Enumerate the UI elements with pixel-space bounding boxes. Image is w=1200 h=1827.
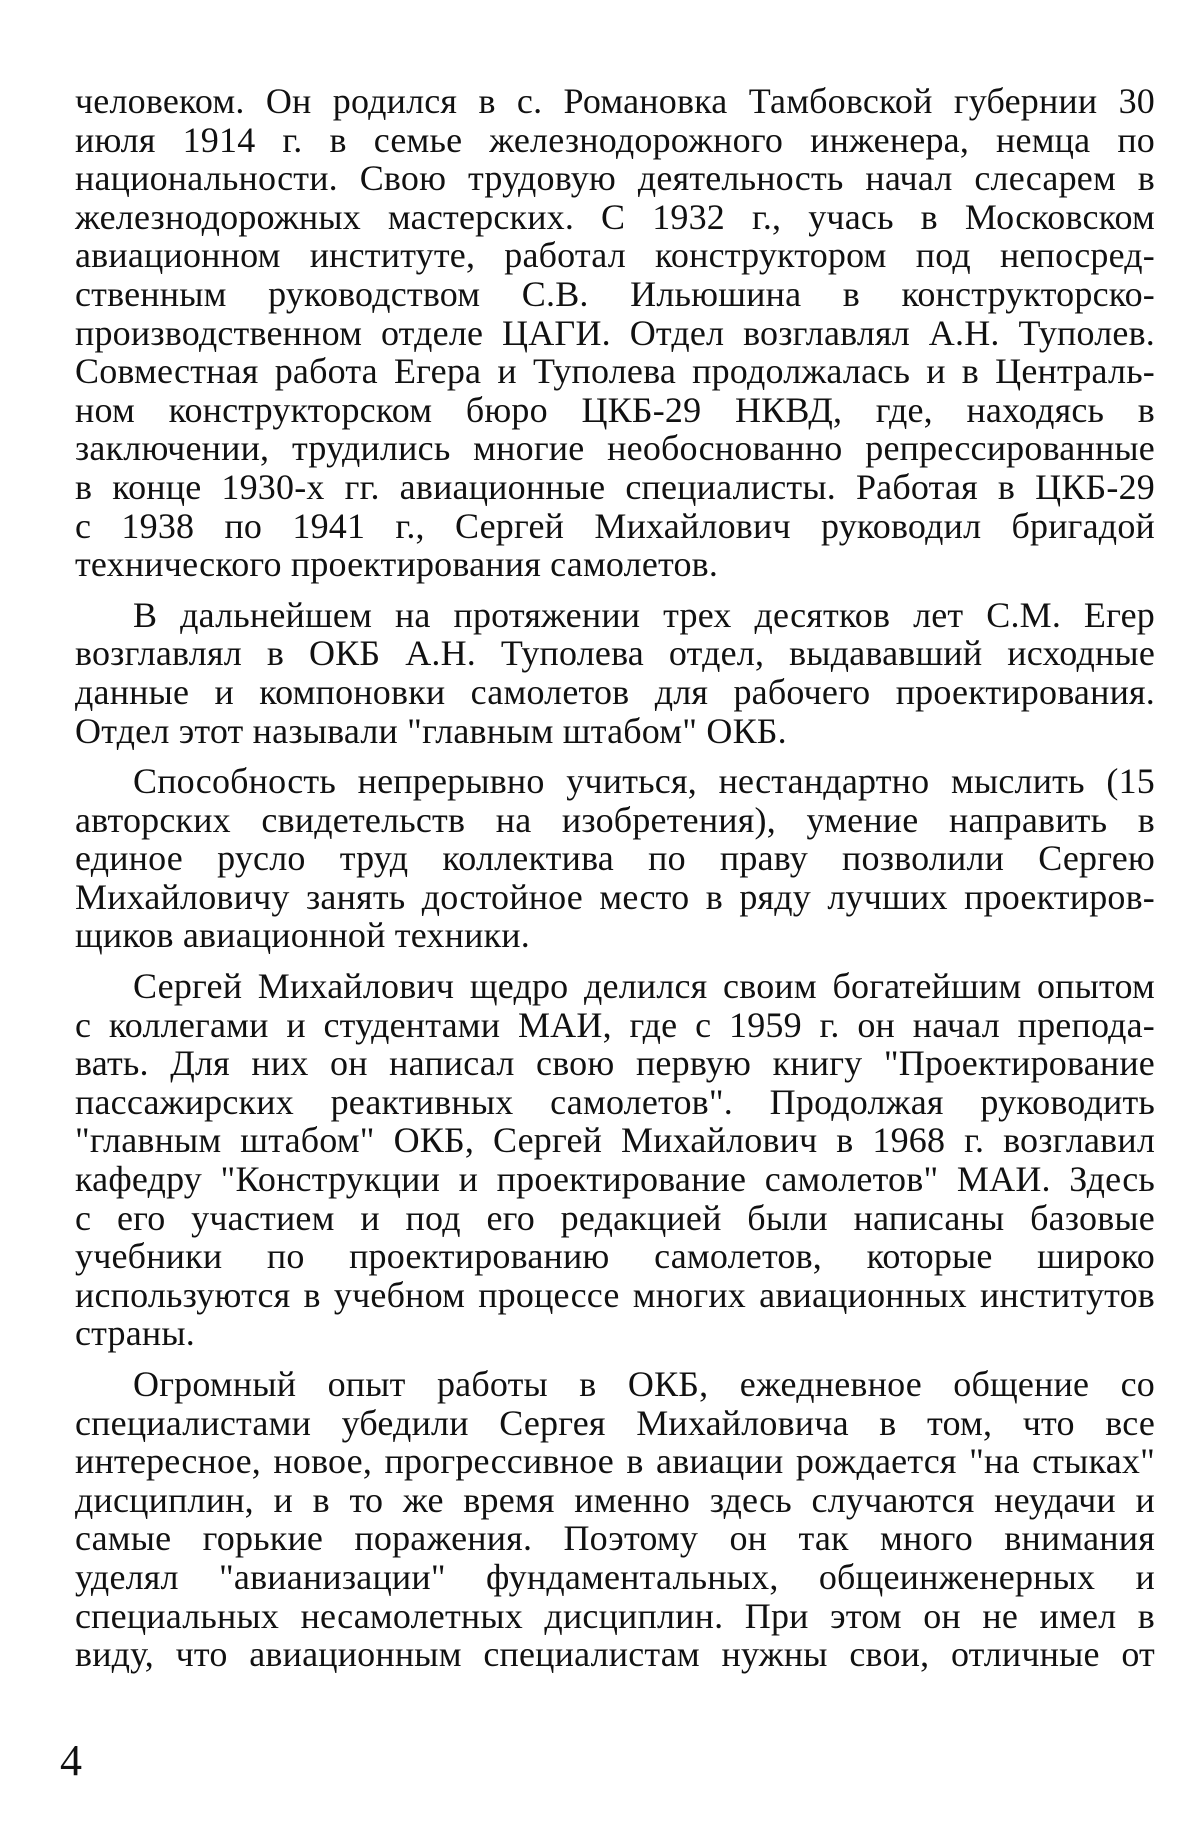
text-line: интересное, новое, прогрессивное в авиации рождается "на стыках" (75, 1441, 1155, 1482)
text-line: В дальнейшем на протяжении трех десятков лет С.М. Егер (133, 594, 1155, 635)
text-line: используются в учебном процессе многих авиационных институтов (75, 1274, 1155, 1315)
text-line: заключении, трудились многие необоснованно репрессированные (75, 428, 1155, 469)
text-line: страны. (75, 1313, 195, 1354)
text-line: самые горькие поражения. Поэтому он так много внимания (75, 1518, 1155, 1559)
text-line: Способность непрерывно учиться, нестандартно мыслить (15 (133, 761, 1155, 802)
text-line: щиков авиационной техники. (75, 915, 530, 956)
text-line: Михайловичу занять достойное место в ряду лучших проектиров- (75, 876, 1155, 917)
text-line: виду, что авиационным специалистам нужны свои, отличные от (75, 1634, 1155, 1675)
text-line: специалистами убедили Сергея Михайловича в том, что все (75, 1402, 1155, 1443)
text-line: июля 1914 г. в семье железнодорожного инженера, немца по (75, 119, 1155, 160)
text-line: с 1938 по 1941 г., Сергей Михайлович руководил бригадой (75, 505, 1155, 546)
paragraph (75, 596, 1155, 750)
text-line: "главным штабом" ОКБ, Сергей Михайлович в 1968 г. возглавил (75, 1120, 1155, 1161)
paragraph (75, 82, 1155, 584)
text-line: национальности. Свою трудовую деятельность начал слесарем в (75, 158, 1155, 199)
text-line: авторских свидетельств на изобретения), умение направить в (75, 799, 1155, 840)
text-line: специальных несамолетных дисциплин. При этом он не имел в (75, 1595, 1155, 1636)
text-line: Отдел этот называли "главным штабом" ОКБ. (75, 710, 787, 751)
text-line: Совместная работа Егера и Туполева продолжалась и в Централь- (75, 351, 1155, 392)
text-line: вать. Для них он написал свою первую книгу "Проектирование (75, 1043, 1155, 1084)
text-line: человеком. Он родился в с. Романовка Тамбовской губернии 30 (75, 81, 1155, 121)
page-body (75, 82, 1155, 1686)
paragraph (75, 762, 1155, 955)
text-line: с коллегами и студентами МАИ, где с 1959 г. он начал препода- (75, 1004, 1155, 1045)
paragraph (75, 967, 1155, 1353)
text-line: дисциплин, и в то же время именно здесь случаются неудачи и (75, 1479, 1155, 1520)
text-line: железнодорожных мастерских. С 1932 г., учась в Московском (75, 196, 1155, 237)
text-line: возглавлял в ОКБ А.Н. Туполева отдел, выдававший исходные (75, 633, 1155, 674)
text-line: в конце 1930-х гг. авиационные специалисты. Работая в ЦКБ-29 (75, 466, 1155, 507)
text-line: пассажирских реактивных самолетов". Продолжая руководить (75, 1081, 1155, 1122)
text-line: учебники по проектированию самолетов, которые широко (75, 1236, 1155, 1277)
text-line: с его участием и под его редакцией были написаны базовые (75, 1197, 1155, 1238)
text-line: ном конструкторском бюро ЦКБ-29 НКВД, где, находясь в (75, 389, 1155, 430)
text-line: ственным руководством С.В. Ильюшина в конструкторско- (75, 273, 1155, 314)
text-line: авиационном институте, работал конструктором под непосред- (75, 235, 1155, 276)
text-line: технического проектирования самолетов. (75, 544, 719, 585)
text-line: производственном отделе ЦАГИ. Отдел возглавлял А.Н. Туполев. (75, 312, 1155, 353)
text-line: единое русло труд коллектива по праву позволили Сергею (75, 838, 1155, 879)
text-line: Сергей Михайлович щедро делился своим богатейшим опытом (133, 966, 1155, 1007)
paragraph (75, 1365, 1155, 1674)
text-line: данные и компоновки самолетов для рабочего проектирования. (75, 671, 1155, 712)
text-line: кафедру "Конструкции и проектирование самолетов" МАИ. Здесь (75, 1159, 1155, 1200)
page-number: 4 (60, 1736, 82, 1785)
text-line: Огромный опыт работы в ОКБ, ежедневное общение со (133, 1364, 1155, 1404)
text-line: уделял "авианизации" фундаментальных, общеинженерных и (75, 1556, 1155, 1597)
